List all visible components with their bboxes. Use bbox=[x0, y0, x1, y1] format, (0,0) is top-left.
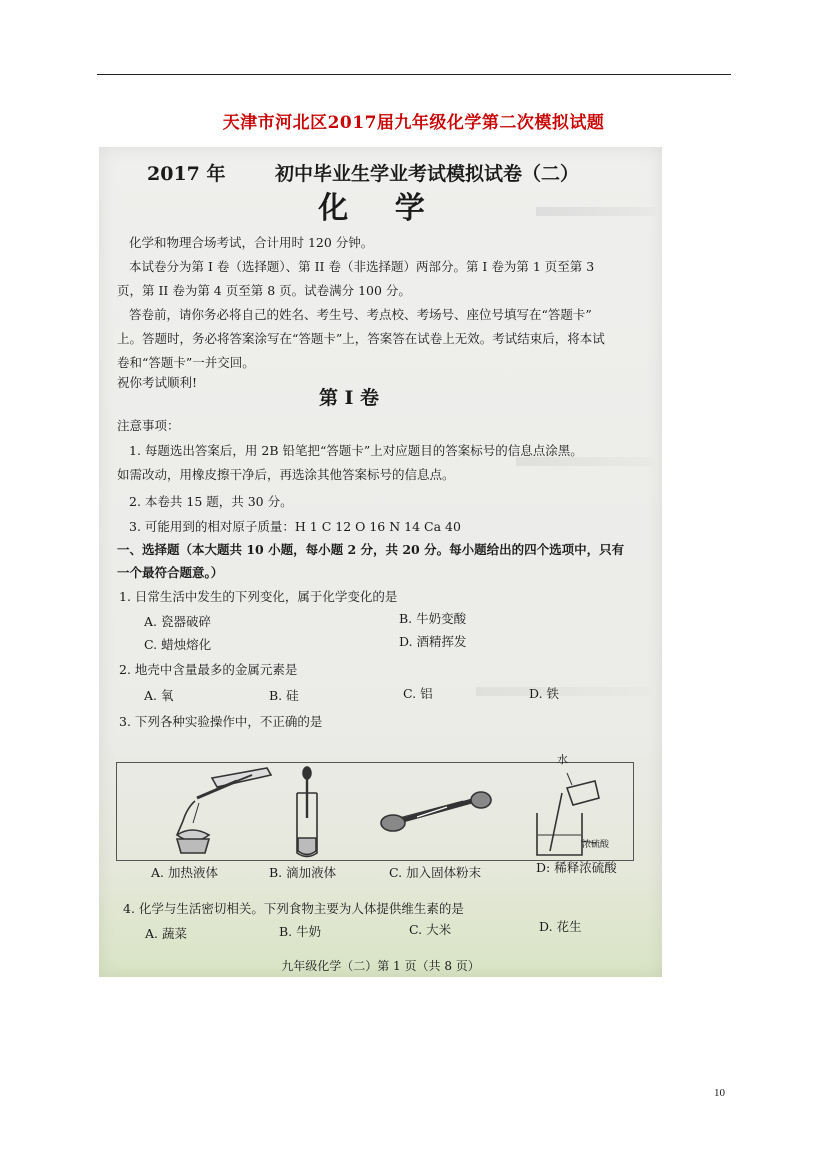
intro-line: 祝你考试顺利! bbox=[117, 375, 198, 390]
option-b: B. 滴加液体 bbox=[269, 865, 337, 880]
page-number: 10 bbox=[714, 1087, 725, 1099]
option-c: C. 铝 bbox=[403, 686, 433, 701]
option-d: D. 花生 bbox=[539, 919, 582, 934]
section-title: 第 I 卷 bbox=[318, 387, 380, 409]
question-stem: 1. 日常生活中发生的下列变化，属于化学变化的是 bbox=[119, 589, 398, 604]
water-label: 水 bbox=[557, 753, 568, 766]
option-b: B. 牛奶变酸 bbox=[399, 611, 467, 626]
option-d: D. 铁 bbox=[529, 686, 560, 701]
option-c: C. 蜡烛熔化 bbox=[144, 637, 212, 652]
option-c: C. 加入固体粉末 bbox=[389, 865, 482, 880]
question-stem: 2. 地壳中含量最多的金属元素是 bbox=[119, 662, 298, 677]
notes-heading: 注意事项： bbox=[117, 418, 180, 433]
acid-label: 浓硫酸 bbox=[582, 840, 610, 850]
intro-line: 答卷前，请你务必将自己的姓名、考生号、考点校、考场号、座位号填写在“答题卡” bbox=[129, 307, 592, 322]
heating-liquid-illustration bbox=[177, 768, 271, 853]
scanned-exam-page bbox=[99, 147, 662, 977]
option-a: A. 瓷器破碎 bbox=[144, 614, 211, 629]
intro-line: 上。答题时，务必将答案涂写在“答题卡”上，答案答在试卷上无效。考试结束后，将本试 bbox=[117, 331, 605, 346]
option-b: B. 硅 bbox=[269, 688, 299, 703]
part-heading: 一个最符合题意。） bbox=[117, 565, 224, 580]
intro-line: 本试卷分为第 I 卷（选择题）、第 II 卷（非选择题）两部分。第 I 卷为第 1 页至第 3 bbox=[129, 259, 595, 274]
experiment-illustrations bbox=[117, 763, 633, 860]
intro-line: 页，第 II 卷为第 4 页至第 8 页。试卷满分 100 分。 bbox=[117, 283, 411, 298]
note-line: 3. 可能用到的相对原子质量：H 1 C 12 O 16 N 14 Ca 40 bbox=[129, 519, 461, 534]
subject-title: 化 学 bbox=[318, 191, 443, 226]
adding-powder-illustration bbox=[381, 792, 491, 831]
exam-page-footer: 九年级化学（二）第 1 页（共 8 页） bbox=[281, 959, 480, 973]
option-a: A. 蔬菜 bbox=[145, 926, 187, 941]
option-a: A. 氧 bbox=[144, 688, 174, 703]
document-title: 天津市河北区2017届九年级化学第二次模拟试题 bbox=[222, 113, 605, 133]
top-rule bbox=[97, 74, 731, 75]
question-stem: 3. 下列各种实验操作中，不正确的是 bbox=[119, 714, 323, 729]
exam-year: 2017 年 bbox=[147, 163, 226, 185]
option-c: C. 大米 bbox=[409, 922, 452, 937]
question-stem: 4. 化学与生活密切相关。下列食物主要为人体提供维生素的是 bbox=[123, 901, 464, 916]
option-d: D. 酒精挥发 bbox=[399, 634, 467, 649]
part-heading: 一、选择题（本大题共 10 小题，每小题 2 分，共 20 分。每小题给出的四个选项中，只有 bbox=[117, 542, 625, 557]
dropping-liquid-illustration bbox=[297, 767, 317, 857]
experiment-figure bbox=[116, 753, 634, 861]
intro-line: 化学和物理合场考试，合计用时 120 分钟。 bbox=[129, 235, 374, 250]
option-d: D: 稀释浓硫酸 bbox=[536, 860, 617, 875]
bleed-through bbox=[476, 687, 656, 696]
intro-line: 卷和“答题卡”一并交回。 bbox=[117, 355, 255, 370]
note-line: 2. 本卷共 15 题，共 30 分。 bbox=[129, 494, 293, 509]
option-a: A. 加热液体 bbox=[151, 865, 218, 880]
note-line: 如需改动，用橡皮擦干净后，再选涂其他答案标号的信息点。 bbox=[117, 467, 455, 482]
option-b: B. 牛奶 bbox=[279, 924, 322, 939]
note-line: 1. 每题选出答案后，用 2B 铅笔把“答题卡”上对应题目的答案标号的信息点涂黑。 bbox=[129, 443, 583, 458]
exam-title: 初中毕业生学业考试模拟试卷（二） bbox=[275, 163, 580, 185]
